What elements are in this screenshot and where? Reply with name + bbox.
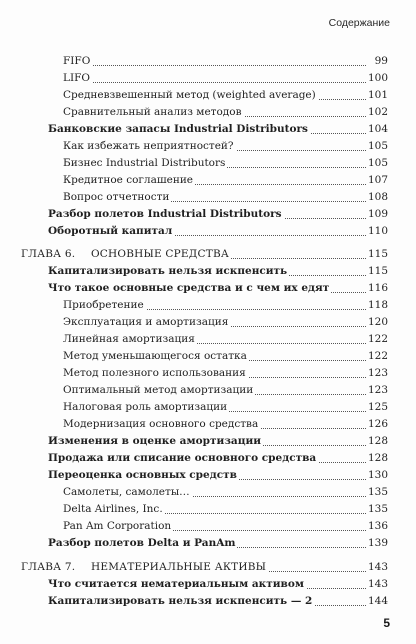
toc-entry-title: Средневзвешенный метод (weighted average) bbox=[63, 89, 316, 101]
toc-entry-title: Метод полезного использования bbox=[63, 367, 246, 379]
toc-entry-title bbox=[21, 560, 268, 575]
toc-entry-page: 135 bbox=[367, 503, 388, 515]
toc-entry[interactable] bbox=[0, 577, 416, 592]
toc-entry-page: 125 bbox=[367, 401, 388, 413]
toc-entry-title: Приобретение bbox=[63, 299, 144, 311]
toc-entry-page: 123 bbox=[367, 367, 388, 379]
toc-entry[interactable] bbox=[0, 88, 416, 103]
chapter-number: ГЛАВА 7. bbox=[21, 561, 76, 573]
toc-entry[interactable] bbox=[0, 594, 416, 609]
toc-entry[interactable] bbox=[0, 502, 416, 517]
toc-entry[interactable] bbox=[0, 400, 416, 415]
toc-entry-title: Эксплуатация и амортизация bbox=[63, 316, 229, 328]
toc-chapter-entry[interactable] bbox=[0, 247, 416, 262]
toc-entry-page: 128 bbox=[367, 452, 388, 464]
toc-entry[interactable] bbox=[0, 298, 416, 313]
leader-dots bbox=[63, 82, 366, 83]
toc-entry-title: Налоговая роль амортизации bbox=[63, 401, 228, 413]
toc-entry[interactable] bbox=[0, 366, 416, 381]
toc-entry-title: Изменения в оценке амортизации bbox=[48, 435, 262, 447]
toc-entry-title: Переоценка основных средств bbox=[48, 469, 237, 481]
chapter-number: ГЛАВА 6. bbox=[21, 248, 76, 260]
toc-entry-title: LIFO bbox=[63, 72, 91, 84]
toc-entry[interactable] bbox=[0, 434, 416, 449]
toc-entry[interactable] bbox=[0, 349, 416, 364]
toc-entry-title: Delta Airlines, Inc. bbox=[63, 503, 163, 515]
toc-entry-title: Самолеты, самолеты… bbox=[63, 486, 190, 498]
chapter-title: НЕМАТЕРИАЛЬНЫЕ АКТИВЫ bbox=[91, 561, 267, 573]
toc-entry[interactable] bbox=[0, 139, 416, 154]
toc-entry-title: Кредитное соглашение bbox=[63, 174, 194, 186]
toc-entry-page: 99 bbox=[374, 55, 388, 67]
toc-entry-page: 130 bbox=[367, 469, 388, 481]
toc-entry-page: 143 bbox=[367, 561, 388, 573]
toc-entry-page: 107 bbox=[367, 174, 388, 186]
toc-entry-page: 122 bbox=[367, 333, 388, 345]
toc-entry-title: Вопрос отчетности bbox=[63, 191, 170, 203]
page-number: 5 bbox=[383, 616, 390, 630]
toc-entry[interactable] bbox=[0, 451, 416, 466]
toc-entry-title: Что такое основные средства и с чем их едят bbox=[48, 282, 330, 294]
toc-entry[interactable] bbox=[0, 485, 416, 500]
toc-entry-page: 100 bbox=[367, 72, 388, 84]
toc-entry-page: 123 bbox=[367, 384, 388, 396]
toc-entry-title: Капитализировать нельзя искпенсить bbox=[48, 265, 288, 277]
toc-entry-title: Метод уменьшающегося остатка bbox=[63, 350, 247, 362]
toc-entry[interactable] bbox=[0, 224, 416, 239]
toc-entry-page: 122 bbox=[367, 350, 388, 362]
toc-entry-page: 101 bbox=[367, 89, 388, 101]
toc-entry-page: 118 bbox=[367, 299, 388, 311]
toc-entry-page: 102 bbox=[367, 106, 388, 118]
toc-entry[interactable] bbox=[0, 122, 416, 137]
toc-entry[interactable] bbox=[0, 332, 416, 347]
toc-entry-title: Как избежать неприятностей? bbox=[63, 140, 234, 152]
toc-entry[interactable] bbox=[0, 468, 416, 483]
toc-entry-title: Что считается нематериальным активом bbox=[48, 578, 304, 590]
toc-entry[interactable] bbox=[0, 71, 416, 86]
toc-entry-page: 136 bbox=[367, 520, 388, 532]
toc-entry-page: 115 bbox=[367, 265, 388, 277]
chapter-title: ОСНОВНЫЕ СРЕДСТВА bbox=[91, 248, 230, 260]
toc-entry[interactable] bbox=[0, 54, 416, 69]
toc-entry-page: 139 bbox=[367, 537, 388, 549]
toc-entry[interactable] bbox=[0, 536, 416, 551]
toc-entry-title: Сравнительный анализ методов bbox=[63, 106, 242, 118]
toc-entry-title: Pan Am Corporation bbox=[63, 520, 172, 532]
toc-entry-title: Разбор полетов Delta и PanAm bbox=[48, 537, 236, 549]
toc-entry-title: FIFO bbox=[63, 55, 91, 67]
running-head: Содержание bbox=[328, 17, 390, 29]
toc-entry-page: 108 bbox=[367, 191, 388, 203]
toc-entry-title: Модернизация основного средства bbox=[63, 418, 259, 430]
toc-entry-title: Оборотный капитал bbox=[48, 225, 173, 237]
toc-entry[interactable] bbox=[0, 417, 416, 432]
toc-entry-page: 128 bbox=[367, 435, 388, 447]
toc-entry[interactable] bbox=[0, 190, 416, 205]
toc-entry-title: Капитализировать нельзя искпенсить — 2 bbox=[48, 595, 313, 607]
toc-entry-page: 120 bbox=[367, 316, 388, 328]
toc-entry[interactable] bbox=[0, 173, 416, 188]
toc-entry-page: 109 bbox=[367, 208, 388, 220]
toc-entry[interactable] bbox=[0, 207, 416, 222]
toc-entry-page: 115 bbox=[367, 248, 388, 260]
toc-entry[interactable] bbox=[0, 383, 416, 398]
toc-entry-page: 110 bbox=[367, 225, 388, 237]
toc-entry[interactable] bbox=[0, 105, 416, 120]
toc-entry-page: 144 bbox=[367, 595, 388, 607]
toc-entry-title bbox=[21, 247, 231, 262]
toc-entry-title: Продажа или списание основного средства bbox=[48, 452, 317, 464]
toc-entry-page: 104 bbox=[367, 123, 388, 135]
toc-entry-page: 116 bbox=[367, 282, 388, 294]
toc-entry-page: 135 bbox=[367, 486, 388, 498]
toc-entry-title: Линейная амортизация bbox=[63, 333, 195, 345]
toc-chapter-entry[interactable] bbox=[0, 560, 416, 575]
toc-entry-title: Банковские запасы Industrial Distributors bbox=[48, 123, 308, 135]
toc-entry-title: Оптимальный метод амортизации bbox=[63, 384, 254, 396]
toc-entry[interactable] bbox=[0, 519, 416, 534]
toc-entry-page: 105 bbox=[367, 157, 388, 169]
toc-entry-title: Разбор полетов Industrial Distributors bbox=[48, 208, 282, 220]
toc-entry[interactable] bbox=[0, 281, 416, 296]
toc-entry[interactable] bbox=[0, 264, 416, 279]
toc-entry-page: 143 bbox=[367, 578, 388, 590]
toc-entry-title: Бизнес Industrial Distributors bbox=[63, 157, 226, 169]
leader-dots bbox=[63, 65, 366, 66]
toc-entry-page: 105 bbox=[367, 140, 388, 152]
toc-entry[interactable] bbox=[0, 156, 416, 171]
toc-entry[interactable] bbox=[0, 315, 416, 330]
toc-entry-page: 126 bbox=[367, 418, 388, 430]
